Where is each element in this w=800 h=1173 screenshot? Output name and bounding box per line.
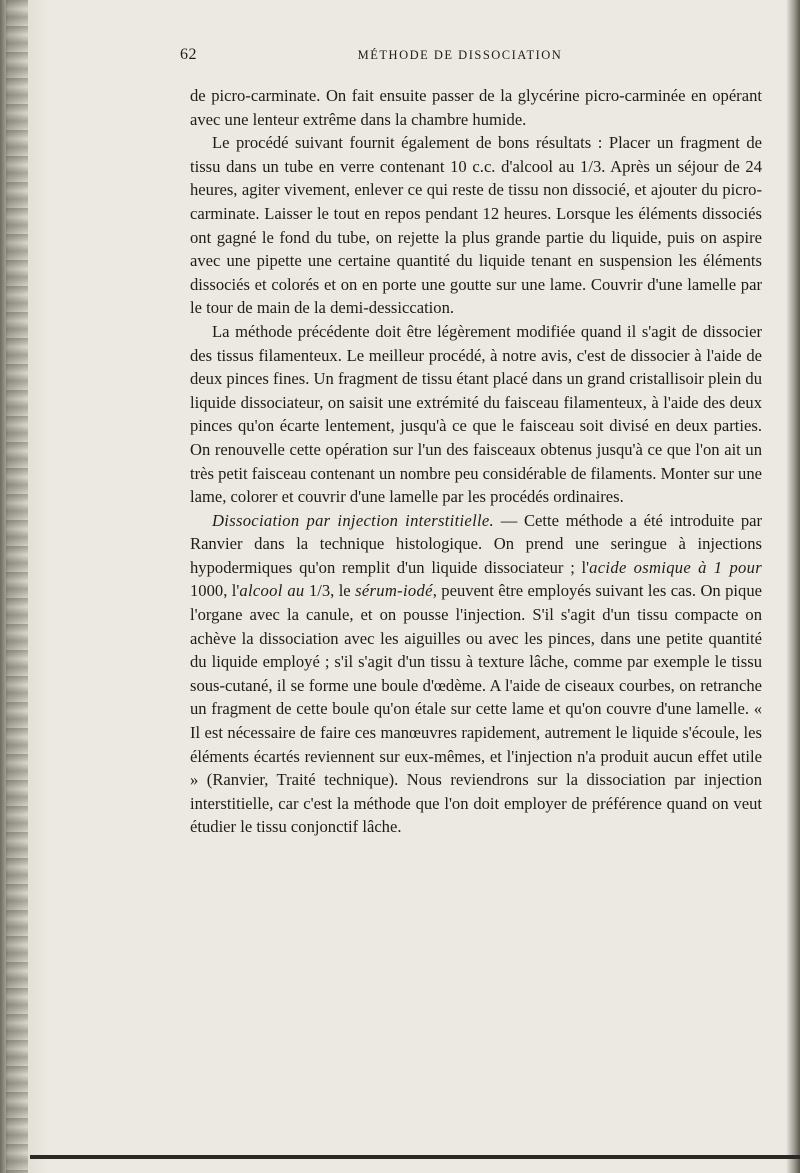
emphasis: sérum-iodé [355, 581, 433, 601]
emphasis: alcool au [239, 581, 305, 601]
paragraph: La méthode précédente doit être légèrement modifiée quand il s'agit de dissocier des tissus filamenteux. Le meilleur procédé, à notre avis, c'est de dissocier à l'aide de deux pinces fines. Un fragment de tissu étant placé dans un grand cristallisoir plein du liquide dissociateur, on saisit une extrémité du faisceau filamenteux, à l'aide des deux pinces qu'on écarte lentement, jusqu'à ce que le faisceau soit divisé en deux parties. On renouvelle cette opération sur l'un des faisceaux obtenus jusqu'à ce que l'on ait un très petit faisceau contenant un nombre peu considérable de filaments. Monter sur une lame, colorer et couvrir d'une lamelle par les procédés ordinaires. [190, 321, 762, 507]
paragraph: Le procédé suivant fournit également de bons résultats : Placer un fragment de tissu dans un tube en verre contenant 10 c.c. d'alcool au 1/3. Après un séjour de 24 heures, agiter vivement, enlever ce qui reste de tissu non dissocié, et ajouter du picro-carminate. Laisser le tout en repos pendant 12 heures. Lorsque les éléments dissociés ont gagné le fond du tube, on rejette la plus grande partie du liquide, puis on aspire avec une pipette une certaine quantité du liquide tenant en suspension les éléments dissociés et colorés et on en porte une goutte sur une lame. Couvrir d'une lamelle par le tour de main de la demi-dessiccation. [190, 133, 762, 318]
paragraph-text: 1/3, le [304, 581, 356, 601]
page-number: 62 [180, 46, 197, 63]
running-head [180, 46, 740, 68]
paragraph-text: — Cette méthode a été introduite par Ranvier dans la technique histologique. On prend une seringue à injections hypodermiques qu'on remplit d'un liquide dissociateur ; l' [190, 510, 763, 577]
body-text [190, 84, 762, 839]
paragraph: de picro-carminate. On fait ensuite passer de la glycérine picro-carminée en opérant avec une lenteur extrême dans la chambre humide. [190, 86, 762, 129]
paragraph [190, 509, 762, 839]
running-title: MÉTHODE DE DISSOCIATION [357, 48, 563, 62]
paragraph-text: 1000, l' [190, 581, 240, 601]
emphasis: acide osmique à 1 pour [589, 557, 762, 577]
section-heading: Dissociation par injection interstitielle. [212, 510, 495, 530]
paragraph-text: , peuvent être employés suivant les cas. On pique l'organe avec la canule, et on pousse l'injection. S'il s'agit d'un tissu compacte on achève la dissociation avec les aiguilles ou avec les pinces, dans une petite quantité du liquide employé ; s'il s'agit d'un tissu à texture lâche, comme par exemple le tissu sous-cutané, il se forme une boule d'œdème. A l'aide de ciseaux courbes, on retranche un fragment de cette boule qu'on étale sur cette lame et qu'on couvre d'une lamelle. « Il est nécessaire de faire ces manœuvres rapidement, autrement le liquide s'écoule, les éléments écartés reviennent sur eux-mêmes, et l'injection n'a produit aucun effet utile » (Ranvier, Traité technique). Nous reviendrons sur la dissociation par injection interstitielle, car c'est la méthode que l'on doit employer de préférence quand on veut étudier le tissu conjonctif lâche. [190, 581, 762, 837]
